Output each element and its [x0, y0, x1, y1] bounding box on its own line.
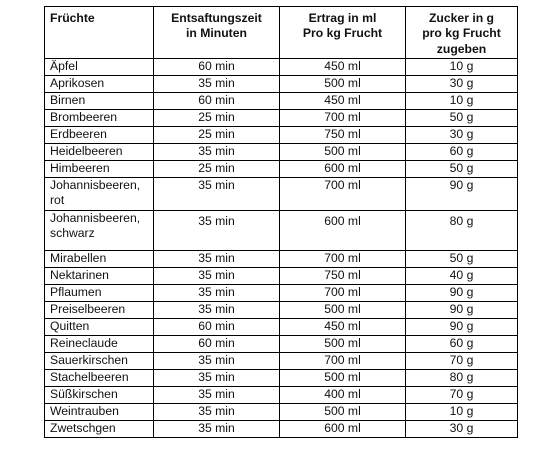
header-juicing-time-line1: Entsaftungszeit — [171, 11, 262, 25]
cell-juicing-time: 35 min — [154, 353, 280, 370]
cell-yield: 500 ml — [280, 76, 406, 93]
header-sugar — [406, 7, 518, 59]
header-yield — [280, 7, 406, 59]
cell-fruit — [45, 353, 154, 370]
cell-fruit-line: schwarz — [50, 226, 95, 241]
cell-fruit — [45, 178, 154, 211]
cell-fruit-line: Zwetschgen — [50, 421, 116, 435]
cell-yield: 600 ml — [280, 161, 406, 178]
cell-fruit — [45, 127, 154, 144]
cell-sugar: 10 g — [406, 93, 518, 110]
cell-yield: 500 ml — [280, 302, 406, 319]
table-row — [45, 76, 518, 93]
cell-fruit-line: Sauerkirschen — [50, 353, 128, 367]
cell-fruit — [45, 285, 154, 302]
cell-fruit-line: Quitten — [50, 319, 90, 333]
table-row — [45, 127, 518, 144]
cell-juicing-time: 35 min — [154, 285, 280, 302]
cell-fruit-line: Heidelbeeren — [50, 144, 123, 158]
header-juicing-time-line2: in Minuten — [186, 26, 247, 41]
cell-yield: 750 ml — [280, 268, 406, 285]
cell-fruit — [45, 336, 154, 353]
table-row — [45, 370, 518, 387]
cell-yield: 500 ml — [280, 370, 406, 387]
cell-fruit-line: rot — [50, 193, 65, 208]
juice-table — [44, 6, 518, 438]
cell-fruit-line: Süßkirschen — [50, 387, 118, 401]
cell-yield: 450 ml — [280, 319, 406, 336]
cell-yield: 700 ml — [280, 285, 406, 302]
cell-fruit — [45, 319, 154, 336]
cell-juicing-time: 35 min — [154, 76, 280, 93]
cell-yield: 400 ml — [280, 387, 406, 404]
cell-fruit-line: Johannisbeeren, — [50, 178, 141, 192]
cell-sugar: 40 g — [406, 268, 518, 285]
header-fruits — [45, 7, 154, 59]
cell-fruit — [45, 421, 154, 438]
cell-fruit — [45, 161, 154, 178]
cell-juicing-time: 35 min — [154, 268, 280, 285]
table-row — [45, 387, 518, 404]
table-row — [45, 421, 518, 438]
cell-sugar: 70 g — [406, 387, 518, 404]
cell-fruit — [45, 268, 154, 285]
cell-fruit-line: Stachelbeeren — [50, 370, 129, 384]
cell-juicing-time: 35 min — [154, 144, 280, 161]
cell-sugar: 90 g — [406, 319, 518, 336]
header-juicing-time — [154, 7, 280, 59]
cell-sugar: 30 g — [406, 76, 518, 93]
cell-sugar: 80 g — [406, 211, 518, 251]
cell-sugar: 80 g — [406, 370, 518, 387]
cell-fruit-line: Reineclaude — [50, 336, 118, 350]
cell-juicing-time: 35 min — [154, 370, 280, 387]
header-yield-line1: Ertrag in ml — [308, 11, 377, 25]
table-row — [45, 211, 518, 251]
cell-fruit-line: Weintrauben — [50, 404, 119, 418]
cell-juicing-time: 60 min — [154, 336, 280, 353]
table-row — [45, 336, 518, 353]
cell-fruit — [45, 93, 154, 110]
cell-fruit — [45, 370, 154, 387]
cell-juicing-time: 35 min — [154, 251, 280, 268]
cell-yield: 600 ml — [280, 211, 406, 251]
table-row — [45, 285, 518, 302]
table-body — [45, 59, 518, 438]
cell-fruit-line: Birnen — [50, 93, 86, 107]
cell-juicing-time: 60 min — [154, 59, 280, 76]
table-row — [45, 161, 518, 178]
cell-juicing-time: 35 min — [154, 387, 280, 404]
cell-fruit — [45, 404, 154, 421]
cell-sugar: 50 g — [406, 251, 518, 268]
cell-juicing-time: 35 min — [154, 404, 280, 421]
cell-fruit-line: Himbeeren — [50, 161, 110, 175]
table-row — [45, 178, 518, 211]
cell-yield: 700 ml — [280, 353, 406, 370]
cell-yield: 600 ml — [280, 421, 406, 438]
cell-fruit — [45, 76, 154, 93]
cell-yield: 700 ml — [280, 178, 406, 211]
table-row — [45, 144, 518, 161]
cell-yield: 450 ml — [280, 59, 406, 76]
cell-fruit-line: Nektarinen — [50, 268, 109, 282]
cell-sugar: 50 g — [406, 161, 518, 178]
cell-fruit-line: Pflaumen — [50, 285, 102, 299]
cell-sugar: 90 g — [406, 285, 518, 302]
cell-yield: 500 ml — [280, 144, 406, 161]
cell-yield: 450 ml — [280, 93, 406, 110]
cell-fruit-line: Äpfel — [50, 59, 78, 73]
cell-fruit — [45, 251, 154, 268]
cell-juicing-time: 35 min — [154, 302, 280, 319]
cell-sugar: 10 g — [406, 59, 518, 76]
cell-juicing-time: 25 min — [154, 110, 280, 127]
cell-sugar: 60 g — [406, 144, 518, 161]
table-row — [45, 353, 518, 370]
header-sugar-line1: Zucker in g — [428, 11, 494, 25]
cell-sugar: 90 g — [406, 178, 518, 211]
cell-yield: 500 ml — [280, 404, 406, 421]
cell-sugar: 70 g — [406, 353, 518, 370]
cell-sugar: 30 g — [406, 127, 518, 144]
cell-yield: 500 ml — [280, 336, 406, 353]
header-sugar-line2: pro kg Frucht — [422, 26, 501, 41]
table-row — [45, 404, 518, 421]
cell-sugar: 50 g — [406, 110, 518, 127]
table-row — [45, 93, 518, 110]
cell-fruit — [45, 387, 154, 404]
cell-juicing-time: 35 min — [154, 421, 280, 438]
table-row — [45, 302, 518, 319]
cell-juicing-time: 35 min — [154, 211, 280, 251]
cell-sugar: 60 g — [406, 336, 518, 353]
table-row — [45, 110, 518, 127]
cell-juicing-time: 60 min — [154, 319, 280, 336]
cell-fruit-line: Aprikosen — [50, 76, 105, 90]
header-yield-line2: Pro kg Frucht — [302, 26, 383, 41]
cell-fruit-line: Johannisbeeren, — [50, 211, 141, 225]
cell-fruit — [45, 144, 154, 161]
cell-yield: 750 ml — [280, 127, 406, 144]
cell-sugar: 10 g — [406, 404, 518, 421]
cell-fruit-line: Preiselbeeren — [50, 302, 126, 316]
table-row — [45, 319, 518, 336]
cell-fruit-line: Mirabellen — [50, 251, 107, 265]
header-fruits-label: Früchte — [50, 11, 95, 25]
cell-fruit — [45, 211, 154, 251]
cell-fruit-line: Brombeeren — [50, 110, 118, 124]
header-row — [45, 7, 518, 59]
table-row — [45, 59, 518, 76]
cell-juicing-time: 25 min — [154, 127, 280, 144]
cell-fruit — [45, 110, 154, 127]
cell-fruit — [45, 302, 154, 319]
cell-sugar: 30 g — [406, 421, 518, 438]
cell-yield: 700 ml — [280, 251, 406, 268]
table-row — [45, 251, 518, 268]
cell-fruit-line: Erdbeeren — [50, 127, 107, 141]
cell-juicing-time: 35 min — [154, 178, 280, 211]
cell-sugar: 90 g — [406, 302, 518, 319]
cell-juicing-time: 25 min — [154, 161, 280, 178]
cell-yield: 700 ml — [280, 110, 406, 127]
table-row — [45, 268, 518, 285]
cell-fruit — [45, 59, 154, 76]
cell-juicing-time: 60 min — [154, 93, 280, 110]
header-sugar-line3: zugeben — [436, 41, 487, 56]
